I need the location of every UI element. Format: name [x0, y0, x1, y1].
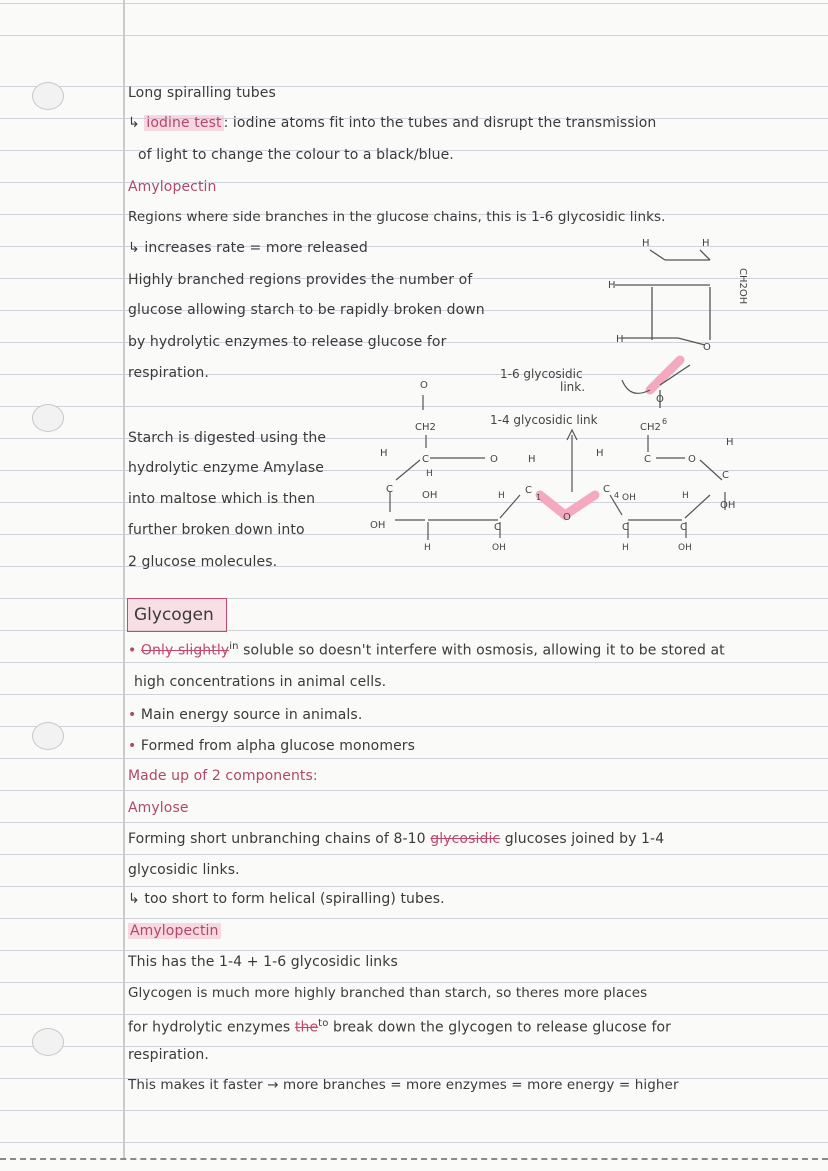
bullet-line: • Main energy source in animals. [128, 707, 363, 723]
atom-oh: OH [422, 490, 438, 501]
atom-h: H [642, 238, 650, 249]
note-line [128, 84, 276, 102]
note-line [128, 890, 445, 908]
glycosidic-link-diagram [360, 230, 800, 560]
note-line [128, 429, 326, 447]
atom-h: H [616, 334, 624, 345]
atom-c: C [494, 522, 501, 533]
note-text: Regions where side branches in the glucose chains, this is 1-6 glycosidic links. [128, 209, 666, 225]
punch-hole [32, 722, 64, 750]
atom-h: H [498, 491, 505, 501]
note-text: Forming short unbranching chains of 8-10 [128, 831, 426, 847]
note-text: into maltose which is then [128, 491, 316, 507]
note-text: glycosidic links. [128, 862, 240, 878]
atom-h: H [622, 543, 629, 553]
note-heading [128, 799, 189, 817]
note-line [128, 553, 277, 571]
link-16-label: 1-6 glycosidic [500, 367, 583, 381]
link-16-label-2: link. [560, 380, 586, 394]
atom-c: C [386, 484, 393, 495]
atom-o: O [420, 380, 428, 391]
glycogen-heading: Glycogen [134, 605, 214, 625]
inserted-text: in [229, 641, 239, 652]
atom-h: H [726, 437, 734, 448]
ch2-label-left: CH2 [415, 422, 436, 433]
inserted-text: to [318, 1018, 329, 1029]
note-line [134, 673, 386, 691]
atom-o: O [688, 454, 696, 465]
atom-h: H [380, 448, 388, 459]
atom-c: C [680, 522, 687, 533]
note-text: This makes it faster → more branches = more enzymes = more energy = higher [128, 1077, 679, 1093]
note-text: respiration. [128, 365, 209, 381]
atom-o: O [703, 342, 711, 353]
atom-c: C [525, 485, 532, 496]
atom-h: H [528, 454, 536, 465]
atom-oh: OH [492, 543, 506, 553]
atom-oh: OH [720, 500, 736, 511]
note-line [128, 114, 656, 132]
ch2-label-right: CH2 [640, 422, 661, 433]
glycogen-heading-box [127, 598, 227, 632]
note-text: Main energy source in animals. [140, 707, 363, 723]
arrow-icon: ↳ [128, 115, 140, 131]
note-line [128, 1046, 209, 1064]
note-text: soluble so doesn't interfere with osmosis, allowing it to be stored at [243, 642, 725, 659]
note-line [128, 953, 398, 971]
note-line [128, 459, 324, 477]
atom-o: O [656, 394, 664, 405]
note-line [128, 830, 664, 848]
note-text: 2 glucose molecules. [128, 554, 278, 570]
note-text: glucoses joined by 1-4 [504, 831, 665, 847]
note-line [128, 208, 666, 226]
bridge-oxygen: O [563, 512, 571, 523]
punch-hole [32, 82, 64, 110]
atom-oh: OH [370, 520, 386, 531]
upper-ring [615, 250, 710, 408]
note-line [128, 984, 647, 1002]
note-text: This has the 1-4 + 1-6 glycosidic links [128, 954, 398, 970]
note-text: hydrolytic enzyme Amylase [128, 460, 324, 476]
atom-c: C [644, 454, 651, 465]
note-heading [128, 178, 217, 196]
amylopectin-heading: Amylopectin [128, 179, 217, 195]
margin-line [123, 0, 125, 1160]
link-14-label: 1-4 glycosidic link [490, 413, 598, 427]
atom-h: H [426, 469, 433, 479]
note-line [128, 767, 318, 785]
bullet-line: • Formed from alpha glucose monomers [128, 738, 416, 754]
note-text: Starch is digested using the [128, 430, 327, 446]
ch2oh-label: CH2OH [737, 268, 748, 305]
note-text: break down the glycogen to release glucose for [332, 1019, 671, 1036]
carbon-number: 4 [614, 491, 620, 500]
struck-text: Only slightly [140, 642, 230, 659]
arrow-16-icon [622, 380, 650, 393]
struck-text: the [294, 1019, 319, 1036]
note-text: by hydrolytic enzymes to release glucose for [128, 334, 447, 350]
note-line [128, 521, 305, 539]
page-bottom-edge [0, 1158, 828, 1163]
punch-hole [32, 1028, 64, 1056]
atom-c: C [603, 484, 610, 495]
note-line [128, 861, 240, 879]
atom-h: H [424, 543, 431, 553]
note-text: for hydrolytic enzymes [128, 1019, 291, 1036]
note-text: high concentrations in animal cells. [134, 674, 387, 690]
note-text: ↳ too short to form helical (spiralling) tubes. [128, 891, 445, 907]
atom-h: H [596, 448, 604, 459]
atom-c: C [622, 522, 629, 533]
bullet-line: • Only slightly$^{in}$ soluble so doesn't interfere with osmosis, allowing it to be stored at [128, 641, 725, 659]
note-text: Formed from alpha glucose monomers [140, 738, 416, 754]
atom-h: H [702, 238, 710, 249]
note-text: glucose allowing starch to be rapidly broken down [128, 302, 485, 318]
note-text: ↳ increases rate = more released [128, 240, 368, 256]
carbon-number: 1 [536, 493, 542, 502]
note-text: Glycogen is much more highly branched than starch, so theres more places [128, 985, 648, 1001]
amylopectin-subheading: Amylopectin [130, 923, 219, 939]
punch-hole [32, 404, 64, 432]
note-line [138, 146, 454, 164]
note-line [128, 1015, 671, 1037]
note-text: Highly branched regions provides the number of [128, 272, 473, 288]
atom-h: H [682, 491, 689, 501]
note-line [128, 1076, 679, 1094]
atom-h: H [608, 280, 616, 291]
amylose-heading: Amylose [128, 800, 189, 816]
note-text: respiration. [128, 1047, 209, 1063]
atom-c: C [422, 454, 429, 465]
made-up-text: Made up of 2 components: [128, 768, 318, 784]
struck-text: glycosidic [430, 831, 501, 847]
atom-oh: OH [678, 543, 692, 553]
note-text: Long spiralling tubes [128, 85, 276, 101]
note-line [128, 239, 368, 257]
note-text: of light to change the colour to a black/blue. [138, 147, 454, 163]
note-heading [128, 922, 221, 940]
note-line [128, 364, 209, 382]
atom-c: C [722, 470, 729, 481]
carbon-number: 6 [662, 417, 668, 426]
iodine-test-label: iodine test [146, 115, 222, 131]
note-line [128, 490, 315, 508]
atom-o: O [490, 454, 498, 465]
note-text: further broken down into [128, 522, 305, 538]
note-text: : iodine atoms fit into the tubes and disrupt the transmission [223, 115, 657, 131]
atom-oh: OH [622, 493, 636, 503]
